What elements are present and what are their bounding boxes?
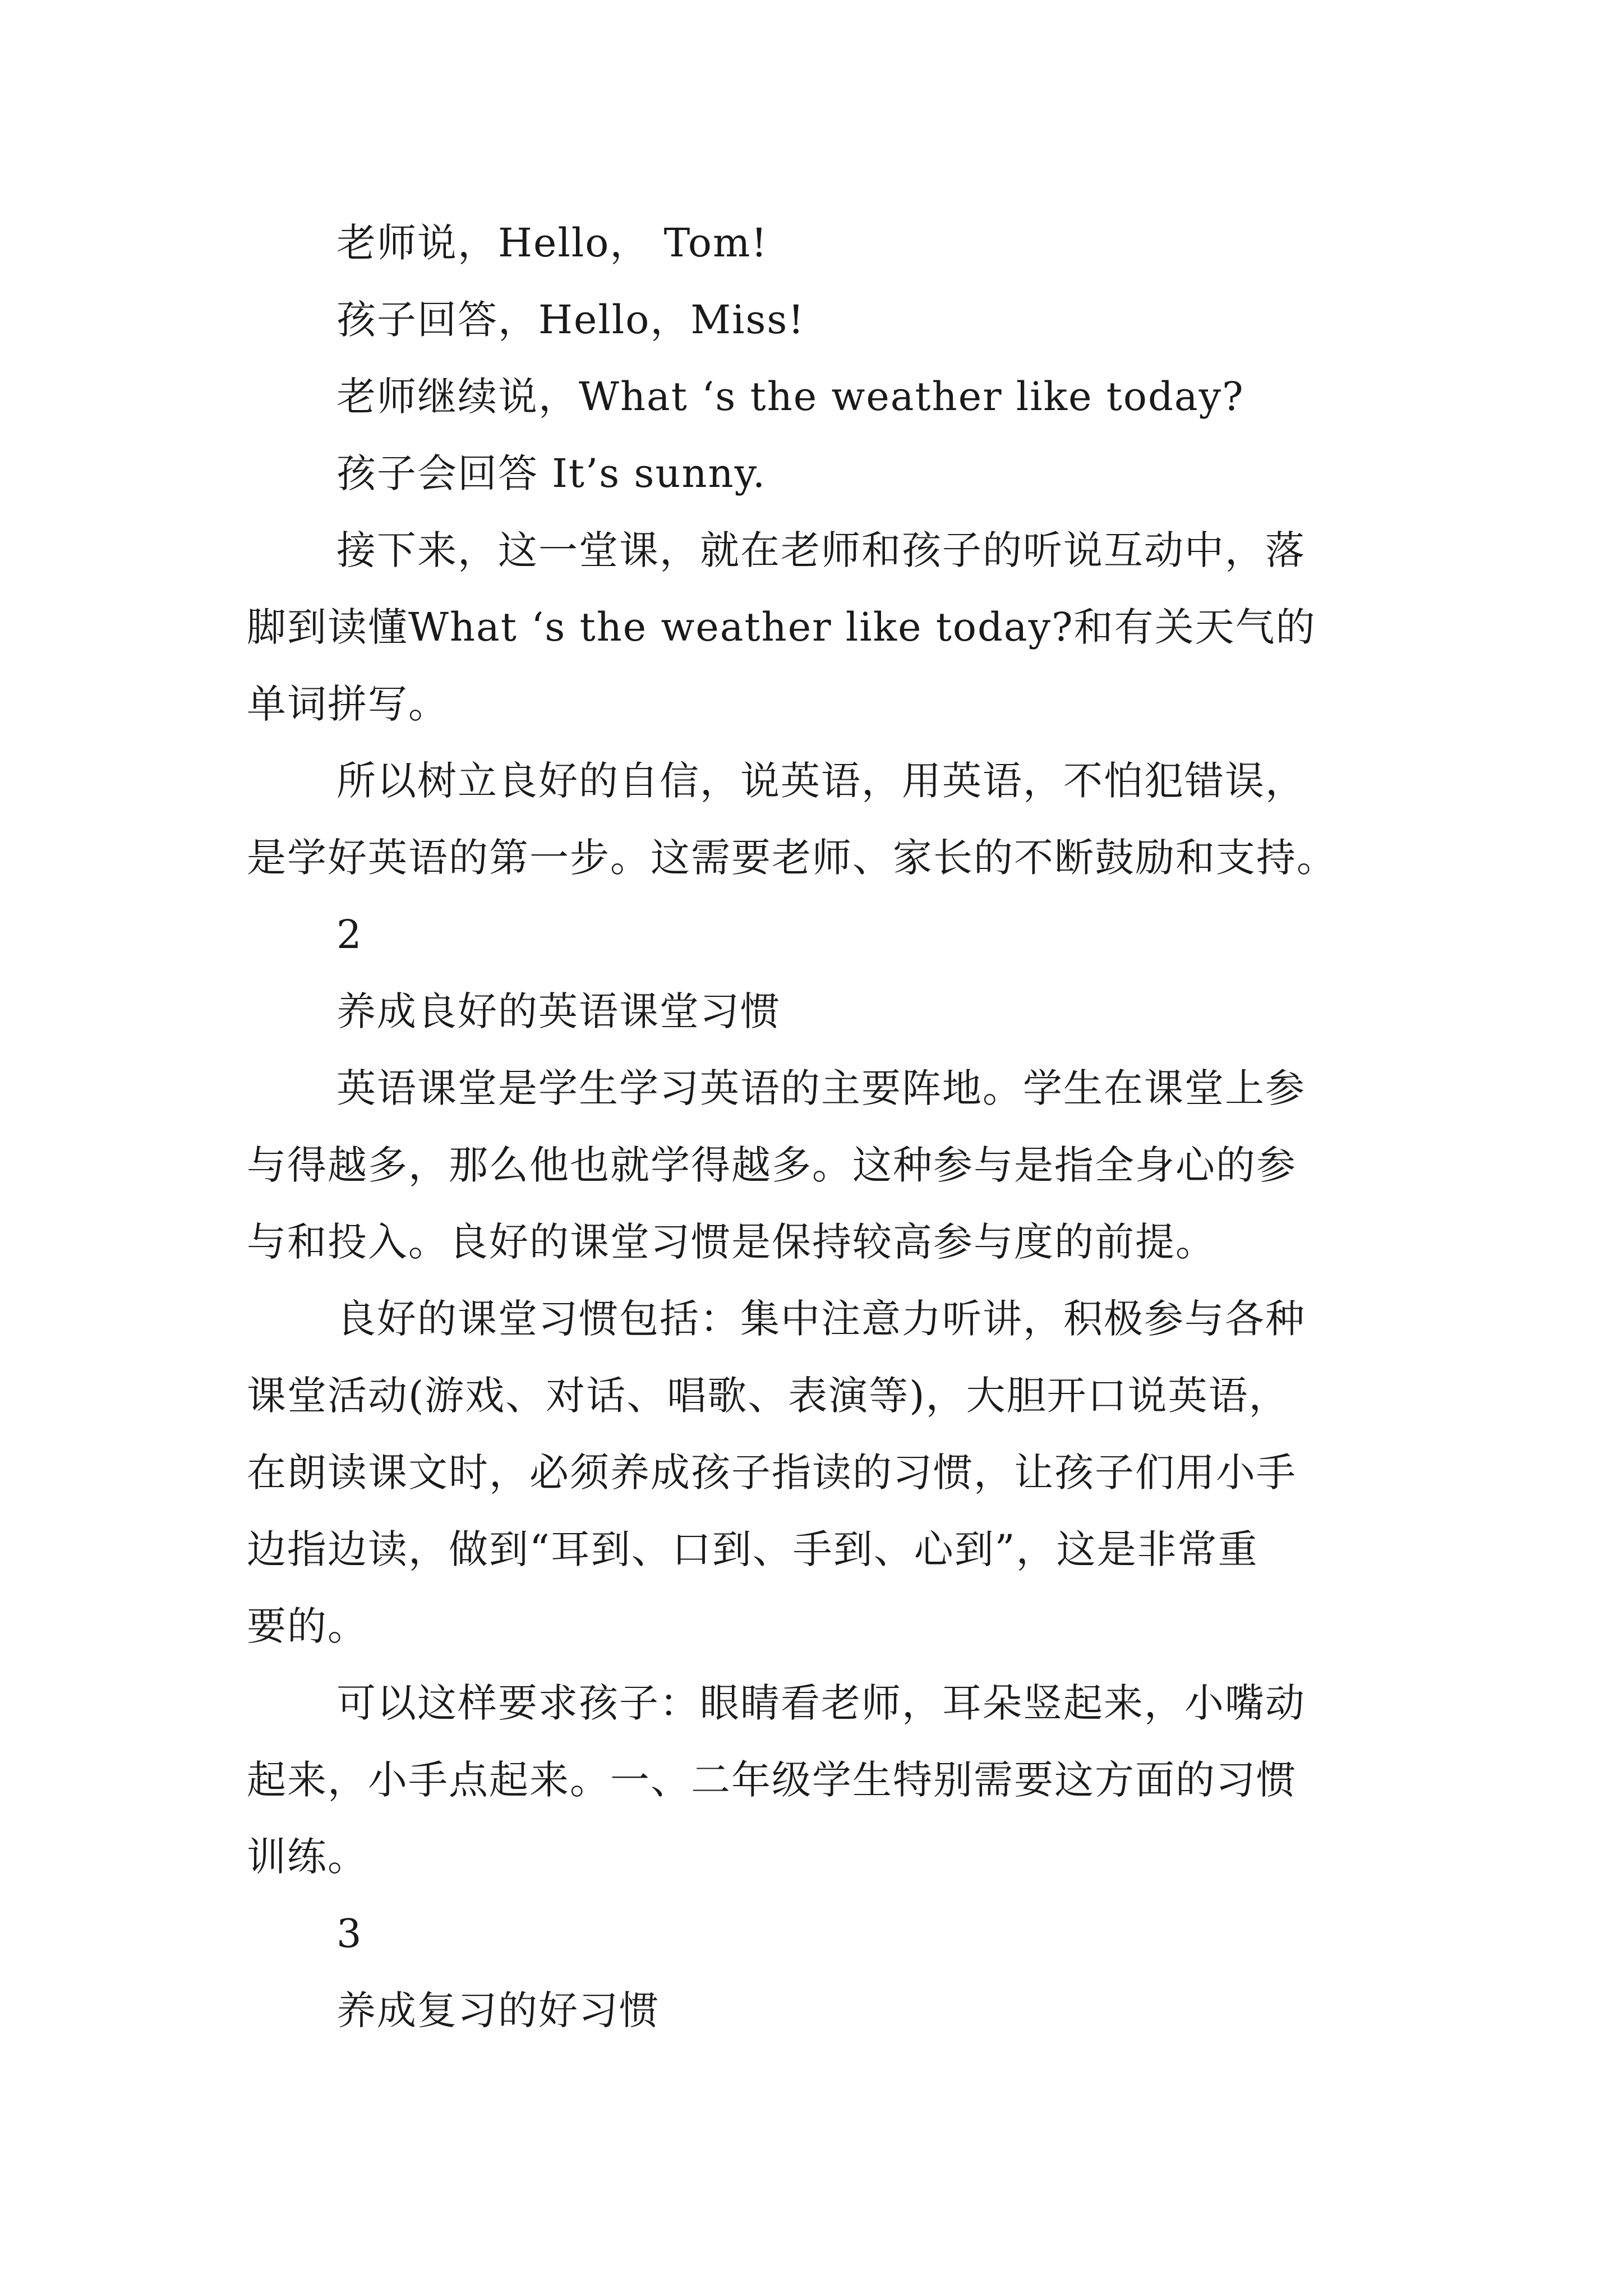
paragraph-classroom-line-1: 英语课堂是学生学习英语的主要阵地。学生在课堂上参 — [336, 1065, 1306, 1111]
paragraph-habits-line-2: 课堂活动(游戏、对话、唱歌、表演等)，大胆开口说英语， — [247, 1373, 1289, 1419]
text-line-teacher-weather: 老师继续说，What ‘s the weather like today? — [336, 374, 1244, 420]
paragraph-requirements-line-1: 可以这样要求孩子：眼睛看老师，耳朵竖起来，小嘴动 — [336, 1680, 1306, 1726]
paragraph-habits-line-4: 边指边读，做到“耳到、口到、手到、心到”，这是非常重 — [247, 1526, 1258, 1572]
paragraph-habits-line-3: 在朗读课文时，必须养成孩子指读的习惯，让孩子们用小手 — [247, 1450, 1297, 1496]
text-line-teacher-hello: 老师说，Hello， Tom! — [336, 220, 768, 266]
paragraph-lesson-line-1: 接下来，这一堂课，就在老师和孩子的听说互动中，落 — [336, 527, 1306, 573]
paragraph-classroom-line-2: 与得越多，那么他也就学得越多。这种参与是指全身心的参 — [247, 1142, 1297, 1188]
section-heading-classroom-habits: 养成良好的英语课堂习惯 — [336, 988, 781, 1034]
paragraph-lesson-line-3: 单词拼写。 — [247, 681, 449, 727]
text-line-child-hello: 孩子回答，Hello，Miss! — [336, 297, 805, 343]
paragraph-requirements-line-3: 训练。 — [247, 1834, 368, 1880]
section-heading-review-habits: 养成复习的好习惯 — [336, 1987, 660, 2033]
paragraph-requirements-line-2: 起来，小手点起来。一、二年级学生特别需要这方面的习惯 — [247, 1757, 1297, 1803]
paragraph-habits-line-5: 要的。 — [247, 1603, 368, 1649]
paragraph-lesson-line-2: 脚到读懂What ‘s the weather like today?和有关天气的 — [247, 604, 1316, 650]
paragraph-habits-line-1: 良好的课堂习惯包括：集中注意力听讲，积极参与各种 — [336, 1296, 1306, 1342]
section-number-3: 3 — [336, 1911, 363, 1957]
paragraph-confidence-line-2: 是学好英语的第一步。这需要老师、家长的不断鼓励和支持。 — [247, 835, 1337, 881]
paragraph-confidence-line-1: 所以树立良好的自信，说英语，用英语，不怕犯错误， — [336, 758, 1306, 804]
section-number-2: 2 — [336, 912, 363, 958]
text-line-child-sunny: 孩子会回答 It’s sunny. — [336, 450, 767, 496]
paragraph-classroom-line-3: 与和投入。良好的课堂习惯是保持较高参与度的前提。 — [247, 1219, 1216, 1265]
